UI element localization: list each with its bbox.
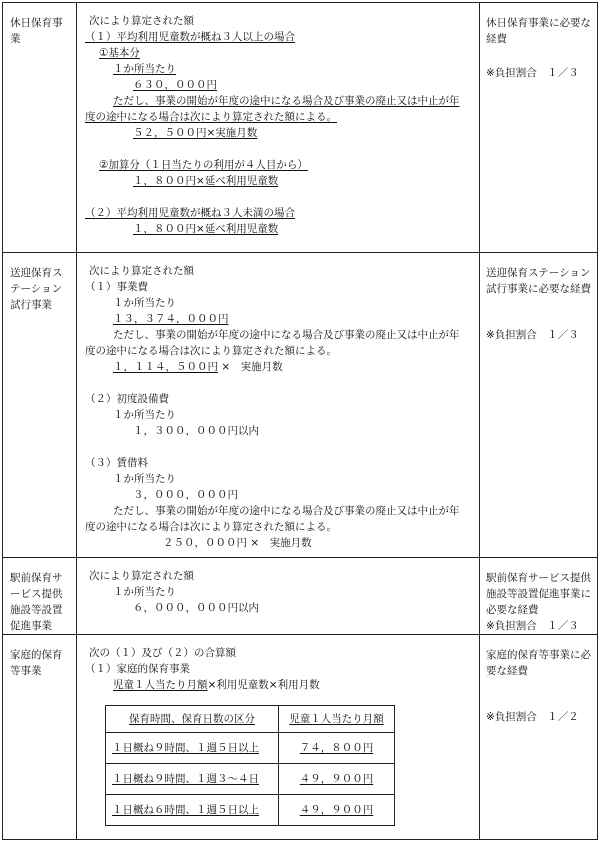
text-line: ×利用児童数×利用月数	[207, 679, 320, 691]
fee-amount: ７４，８００円	[299, 742, 374, 754]
category-cell	[3, 635, 77, 840]
ratio-note: ※負担割合 １／３	[486, 620, 579, 632]
text-line: 度の途中になる場合は次により算定された額による。	[85, 521, 337, 533]
text-line: 度の途中になる場合は次により算定された額による。	[85, 345, 337, 357]
fee-amount: ４９，９００円	[299, 804, 374, 816]
fee-category: １日概ね９時間、１週５日以上	[112, 742, 259, 754]
fee-header-amount: 児童１人当たり月額	[289, 713, 384, 725]
text-line: ６，０００，０００円以内	[133, 602, 259, 614]
text-line: ただし、事業の開始が年度の途中になる場合及び事業の廃止又は中止が年	[113, 329, 460, 341]
text-line: ６３０，０００円	[133, 79, 217, 91]
text-line: １か所当たり	[113, 586, 176, 598]
fee-header-category: 保育時間、保育日数の区分	[129, 713, 255, 725]
text-line: ①基本分	[99, 47, 140, 59]
text-line: 次により算定された額	[89, 265, 194, 277]
table-row	[3, 3, 598, 253]
text-line: （１）平均利用児童数が概ね３人以上の場合	[85, 31, 295, 43]
table-row	[3, 253, 598, 558]
ratio-note: ※負担割合 １／３	[486, 329, 579, 341]
text-line: １か所当たり	[113, 409, 176, 421]
text-line: （３）賃借料	[85, 457, 148, 469]
ratio-note: ※負担割合 １／３	[486, 67, 579, 79]
fee-table-row	[106, 733, 395, 764]
text-line: １か所当たり	[113, 473, 176, 485]
text-line: １か所当たり	[113, 297, 176, 309]
text-line: × 実施月数	[221, 361, 283, 373]
category-cell	[3, 253, 77, 558]
fee-table-row	[106, 764, 395, 795]
ratio-note: ※負担割合 １／２	[486, 711, 579, 723]
fee-table	[105, 705, 395, 826]
text-line: １，３００，０００円以内	[133, 425, 259, 437]
category-label: 休日保育事業	[10, 17, 63, 45]
text-line: ２５０，０００円 × 実施月数	[163, 537, 312, 549]
expense-label: 駅前保育サービス提供施設等設置促進事業に必要な経費	[486, 572, 591, 616]
text-line: （２）平均利用児童数が概ね３人未満の場合	[85, 207, 295, 219]
category-label: 送迎保育ステーション試行事業	[10, 267, 63, 311]
expense-label: 送迎保育ステーション試行事業に必要な経費	[486, 267, 591, 295]
text-line: １，８００円×延べ利用児童数	[133, 223, 279, 235]
text-line: １，１１４，５００円	[113, 361, 218, 373]
table-row	[3, 558, 598, 635]
expense-label: 休日保育事業に必要な経費	[486, 17, 591, 45]
text-line: ②加算分（１日当たりの利用が４人目から）	[99, 159, 308, 171]
text-line: ただし、事業の開始が年度の途中になる場合及び事業の廃止又は中止が年	[113, 505, 460, 517]
amount-cell	[77, 3, 480, 253]
text-line: 次により算定された額	[89, 570, 194, 582]
expense-cell	[480, 558, 598, 635]
category-cell	[3, 558, 77, 635]
category-cell	[3, 3, 77, 253]
text-line: 児童１人当たり月額	[113, 679, 208, 691]
expense-label: 家庭的保育等事業に必要な経費	[486, 649, 591, 677]
category-label: 駅前保育サービス提供施設等設置促進事業	[10, 572, 63, 632]
text-line: （１）事業費	[85, 281, 148, 293]
amount-cell	[77, 558, 480, 635]
table-row	[3, 635, 598, 840]
text-line: 度の途中になる場合は次により算定された額による。	[85, 111, 337, 123]
text-line: （２）初度設備費	[85, 393, 169, 405]
expense-cell	[480, 635, 598, 840]
text-line: １か所当たり	[113, 63, 176, 75]
fee-category: １日概ね６時間、１週５日以上	[112, 804, 259, 816]
fee-amount: ４９，９００円	[299, 773, 374, 785]
amount-cell	[77, 253, 480, 558]
text-line: ５２，５００円×実施月数	[133, 127, 258, 139]
fee-table-row	[106, 795, 395, 826]
fee-category: １日概ね９時間、１週３～４日	[112, 773, 259, 785]
amount-cell	[77, 635, 480, 840]
expense-cell	[480, 253, 598, 558]
text-line: ただし、事業の開始が年度の途中になる場合及び事業の廃止又は中止が年	[113, 95, 460, 107]
text-line: 次により算定された額	[89, 15, 194, 27]
text-line: １３，３７４，０００円	[113, 313, 229, 325]
text-line: ３，０００，０００円	[133, 489, 238, 501]
text-line: １，８００円×延べ利用児童数	[133, 175, 279, 187]
text-line: （１）家庭的保育事業	[85, 663, 190, 675]
fee-table-header	[106, 706, 395, 733]
expense-cell	[480, 3, 598, 253]
category-label: 家庭的保育等事業	[10, 649, 63, 677]
text-line: 次の（１）及び（２）の合算額	[89, 647, 236, 659]
subsidy-table	[2, 2, 598, 840]
